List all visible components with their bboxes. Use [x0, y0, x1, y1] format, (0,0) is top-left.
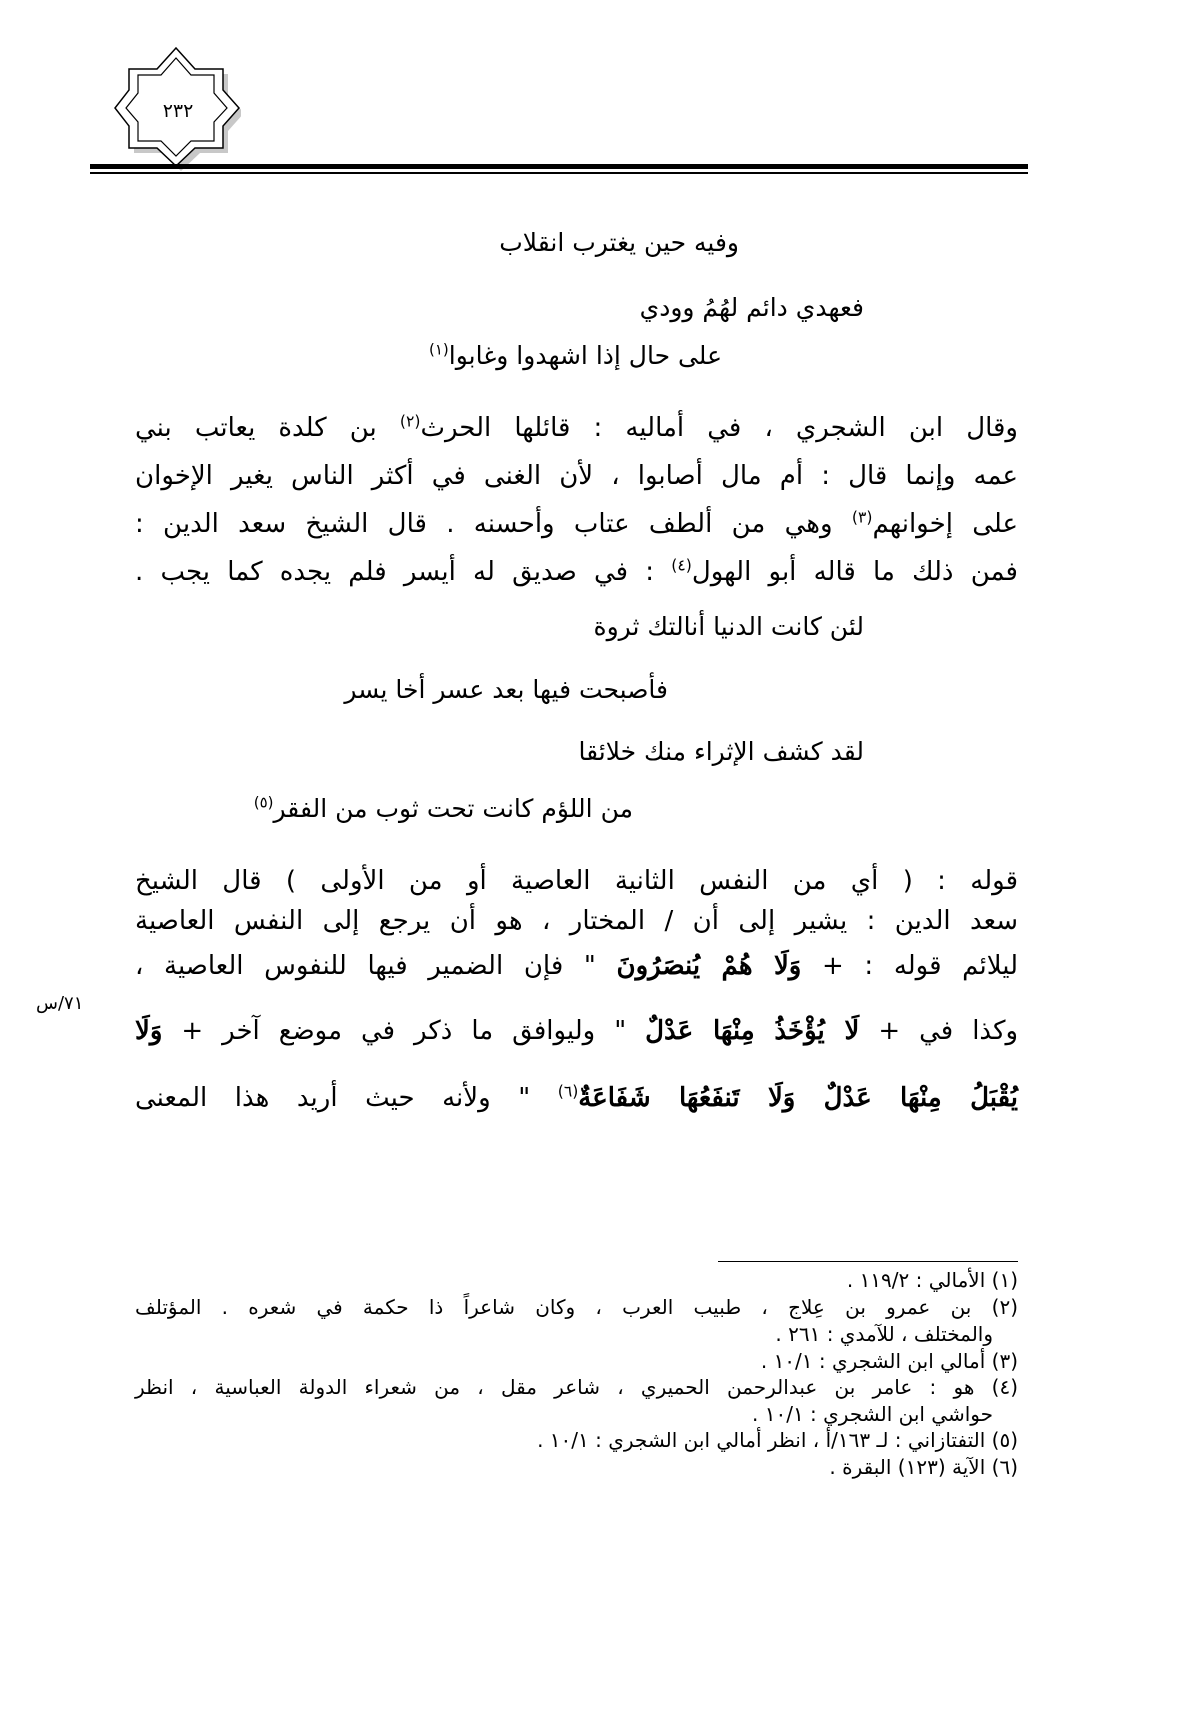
paragraph-line: على إخوانهم$^{(٣)}$ وهي من ألطف عتاب وأحسنه . قال الشيخ سعد الدين :	[135, 508, 1018, 539]
footnote: (٥) التفتازاني : لـ ١٦٣/أ ، انظر أمالي ابن الشجري : ١٠/١ .	[537, 1428, 1018, 1452]
header-rule	[90, 164, 1028, 169]
verse-line: لئن كانت الدنيا أنالتك ثروة	[593, 612, 864, 641]
footnote-continuation: حواشي ابن الشجري : ١٠/١ .	[752, 1402, 993, 1426]
header-rule-thin	[90, 172, 1028, 174]
footnote-separator	[718, 1261, 1018, 1262]
footnote: (٦) الآية (١٢٣) البقرة .	[829, 1455, 1018, 1479]
paragraph-line: سعد الدين : يشير إلى أن / المختار ، هو أن يرجع إلى النفس العاصية	[135, 906, 1018, 936]
quran-quote: وَلَا هُمْ يُنصَرُونَ	[616, 951, 802, 981]
footnote-ref[interactable]: (٢)	[399, 412, 421, 431]
footnote-ref[interactable]: (٥)	[253, 793, 274, 812]
footnote: (٢) بن عمرو بن عِلاج ، طبيب العرب ، وكان شاعراً ذا حكمة في شعره . المؤتلف	[135, 1295, 1018, 1319]
paragraph-line: وكذا في + لَا يُؤْخَذُ مِنْهَا عَدْلٌ " وليوافق ما ذكر في موضع آخر + وَلَا	[135, 1016, 1018, 1046]
verse-line: لقد كشف الإثراء منك خلائقا	[578, 737, 864, 766]
quran-quote: وَلَا	[135, 1016, 163, 1046]
paragraph-line: عمه وإنما قال : أم مال أصابوا ، لأن الغنى في أكثر الناس يغير الإخوان	[135, 461, 1018, 491]
verse-line: فعهدي دائم لهُمُ وودي	[639, 293, 864, 322]
verse-line: من اللؤم كانت تحت ثوب من الفقر$^{(٥)}$	[253, 793, 633, 823]
footnote-ref[interactable]: (١)	[429, 340, 449, 359]
quran-quote: لَا يُؤْخَذُ مِنْهَا عَدْلٌ	[645, 1016, 860, 1046]
margin-note: ٧١/س	[36, 993, 84, 1014]
footnote: (٣) أمالي ابن الشجري : ١٠/١ .	[760, 1349, 1018, 1373]
footnote: (١) الأمالي : ١١٩/٢ .	[846, 1268, 1018, 1292]
verse-line: على حال إذا اشهدوا وغابوا$^{(١)}$	[429, 340, 722, 370]
page-number: ٢٣٢	[162, 100, 194, 122]
paragraph-line: ليلائم قوله : + وَلَا هُمْ يُنصَرُونَ " فإن الضمير فيها للنفوس العاصية ،	[135, 951, 1018, 981]
footnote-ref[interactable]: (٦)	[557, 1082, 579, 1101]
paragraph-line: فمن ذلك ما قاله أبو الهول$^{(٤)}$ : في صديق له أيسر فلم يجده كما يجب .	[135, 556, 1018, 587]
paragraph-line: يُقْبَلُ مِنْهَا عَدْلٌ وَلَا تَنفَعُهَا شَفَاعَةٌ$^{(٦)}$ " ولأنه حيث أريد هذا المعنى	[135, 1082, 1018, 1113]
footnote: (٤) هو : عامر بن عبدالرحمن الحميري ، شاعر مقل ، من شعراء الدولة العباسية ، انظر	[135, 1375, 1018, 1399]
footnote-ref[interactable]: (٤)	[671, 556, 692, 575]
quran-quote: يُقْبَلُ مِنْهَا عَدْلٌ وَلَا تَنفَعُهَا شَفَاعَةٌ	[578, 1083, 1018, 1113]
page-number-badge	[111, 42, 241, 172]
paragraph-line: وقال ابن الشجري ، في أماليه : قائلها الحرث$^{(٢)}$ بن كلدة يعاتب بني	[135, 412, 1018, 443]
verse-line: فأصبحت فيها بعد عسر أخا يسر	[344, 675, 668, 704]
footnote-ref[interactable]: (٣)	[851, 508, 873, 527]
paragraph-line: قوله : ( أي من النفس الثانية العاصية أو من الأولى ) قال الشيخ	[135, 866, 1018, 896]
verse-line: وفيه حين يغترب انقلاب	[499, 228, 739, 257]
footnote-continuation: والمختلف ، للآمدي : ٢٦١ .	[775, 1322, 993, 1346]
